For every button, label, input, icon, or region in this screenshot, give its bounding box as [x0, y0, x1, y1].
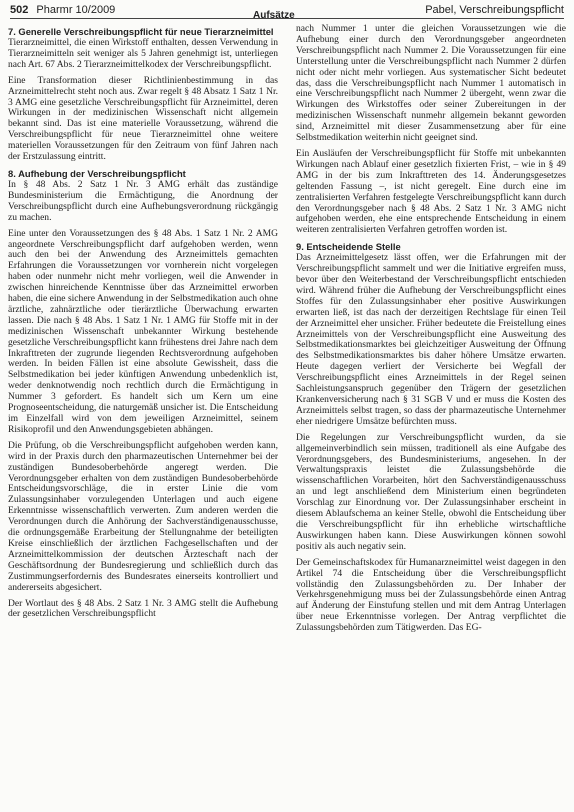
page-number: 502	[10, 4, 29, 16]
running-title: Pabel, Verschreibungspflicht	[425, 4, 564, 16]
journal-name: Pharmr 10/2009	[36, 4, 116, 16]
section-heading-9: 9. Entscheidende Stelle	[296, 241, 401, 253]
paragraph: Eine unter den Voraussetzungen des § 48 Abs. 1 Satz 1 Nr. 2 AMG angeordnete Verschreibungspflicht darf aufgehoben werden, wenn auch den bei der Anwendung des Arzneimittels gemachten Erfahrungen die Voraussetzungen vor vornherein nicht vorgelegen haben oder nunmehr nicht mehr vorliegen, weil die Anwender in zwischen hinreichende Kenntnisse über das Arzneimittel erworben haben, die eine sichere Anwendung in der Selbstmedikation auch ohne ärztliche, zahnärztliche oder tierärztliche Überwachung erwarten lassen. Die nach § 48 Abs. 1 Satz 1 Nr. 1 AMG für Stoffe mit in der medizinischen Wissenschaft unbekannter Wirkung bestehende gesetzliche Verschreibungspflicht kann frühestens drei Jahre nach dem Inkrafttreten der zugrunde liegenden Rechtsverordnung aufgehoben werden. In beiden Fällen ist eine absolute Gewissheit, dass die Selbstmedikation bei jeder künftigen Anwendung unbedenklich ist, weder denknotwendig noch rechtlich durch die Ermächtigung in Nummer 3 gefordert. Es handelt sich um Kern um eine Prognoseentscheidung, die naturgemäß unsicher ist. Die Entscheidung im Einzelfall wird von dem jeweiligen Arzneimittel, seinem Risikoprofil und den Anwendungsgebieten abhängen.	[8, 227, 278, 435]
paragraph: Tierarzneimittel, die einen Wirkstoff enthalten, dessen Verwendung in Tierarzneimitteln seit weniger als 5 Jahren genehmigt ist, unterliegen nach Art. 67 Abs. 2 Tierarzneimittelkodex der Verschreibungspflicht.	[8, 37, 278, 70]
paragraph: Ein Ausläufen der Verschreibungspflicht für Stoffe mit unbekannten Wirkungen nach Ablauf einer gesetzlich fixierten Frist, – wie in § 49 AMG in der bis zum Inkrafttreten des 14. Änderungsgesetzes geltenden Fassung –, ist nicht geregelt. Eine durch eine im zentralisierten Verfahren festgelegte Verschreibungspflicht kann durch den Verordnungsgeber nach § 48 Abs. 2 Satz 1 Nr. 3 AMG nicht aufgehoben werden, ehe eine entsprechende Entscheidung in einem weiteren zentralisierten Verfahren getroffen worden ist.	[296, 147, 566, 236]
paragraph: Der Wortlaut des § 48 Abs. 2 Satz 1 Nr. 3 AMG stellt die Aufhebung der gesetzlichen Verschreibungspflicht	[8, 597, 278, 620]
paragraph: Die Prüfung, ob die Verschreibungspflicht aufgehoben werden kann, wird in der Praxis durch den pharmazeutischen Unternehmer bei der zuständigen Bundesoberbehörde angeregt werden. Die Verordnungsgeber erhalten von dem zuständigen Bundesoberbehörde Entscheidungsvorschläge, die in erster Linie die vom Zulassungsinhaber vorzulegenden Unterlagen und auch eigene Erkenntnisse wissenschaftlich verwerten. Zum anderen werden die Verordnungen durch die Anhörung der Sachverständigenausschusse, die ordnungsgemäße Erarbeitung der Stellungnahme der beteiligten Kreise einschließlich der ärztlichen Fachgesellschaften und der Arzneimittelkommission der deutschen Ärzteschaft nach der Geschäftsordnung der Bundesregierung und schließlich durch das Zustimmungserfordernis des Bundesrates einerseits kontrolliert und andererseits abgesichert.	[8, 439, 278, 593]
section-heading-8: 8. Aufhebung der Verschreibungspflicht	[8, 167, 186, 179]
paragraph: Die Regelungen zur Verschreibungspflicht wurden, da sie allgemeinverbindlich sein müssen, traditionell als eine Aufgabe des Verordnungsgebers, des Bundesministeriums, angesehen. In der Verwaltungspraxis leistet die Zulassungsbehörde die wissenschaftlichen Vorarbeiten, hört den Sachverständigenausschuss an und legt anschließend dem Ministerium einen begründeten Vorschlag zur Einordnung vor. Der Zulassungsinhaber erscheint in diesem Ablaufschema an keiner Stelle, obwohl die Entscheidung über die Verschreibungspflicht für ihn erhebliche wirtschaftliche Auswirkungen haben kann. Diese Auswirkungen können sowohl positiv als auch negativ sein.	[296, 431, 566, 552]
paragraph: In § 48 Abs. 2 Satz 1 Nr. 3 AMG erhält das zuständige Bundesministerium die Ermächtigung, die Anordnung der Verschreibungspflicht durch eine Aufhebungsverordnung rückgängig zu machen.	[8, 178, 278, 223]
paragraph: Der Gemeinschaftskodex für Humanarzneimittel weist dagegen in den Artikel 74 die Entscheidung über die Verschreibungspflicht vollständig den Zulassungsbehörden zu. Der Inhaber der Verkehrsgenehmigung muss bei der Zulassungsbehörde einen Antrag auf Änderung der Einstufung stellen und mit dem Antrag Unterlagen über neue Erkenntnisse vorlegen. Der Antrag verpflichtet die Zulassungsbehörden zum Tätigwerden. Das EG-	[296, 556, 566, 634]
header-rule	[10, 18, 564, 19]
right-column	[296, 24, 566, 639]
section-heading-7: 7. Generelle Verschreibungspflicht für neue Tierarzneimittel	[8, 26, 274, 37]
paragraph: Eine Transformation dieser Richtlinienbestimmung in das Arzneimittelrecht steht noch aus. Zwar regelt § 48 Absatz 1 Satz 1 Nr. 3 AMG eine gesetzliche Verschreibungspflicht für Arzneimittel, deren Wirkungen in der medizinischen Wissenschaft nicht allgemein bekannt sind. Das ist eine materielle Voraussetzung, während die Verschreibungspflicht für neue Tierarzneimittel ohne weitere materiellen Voraussetzungen für den Zeitraum von fünf Jahren nach der Erstzulassung eintritt.	[8, 74, 278, 163]
left-column	[8, 24, 278, 625]
paragraph: nach Nummer 1 unter die gleichen Voraussetzungen wie die Aufhebung einer durch den Verordnungsgeber angeordneten Verschreibungspflicht nach Nummer 2. Die Voraussetzungen für eine Unterstellung unter die Verschreibungspflicht nach Nummer 2 dürfen nicht oder nicht mehr vorliegen. Aus systematischer Sicht bedeutet das, dass die Verschreibungspflicht nach Nummer 1 automatisch in eine Verschreibungspflicht nach Nummer 2 übergeht, wenn zwar die Wirkungen des Wirkstoffes oder seiner Zubereitungen in der medizinischen Wissenschaft nunmehr allgemein bekannt geworden sind, Arzneimittel mit dieser Zusammensetzung aber für eine Selbstmedikation weiterhin nicht geeignet sind.	[296, 23, 566, 144]
section-label: Aufsätze	[253, 10, 295, 21]
header-left	[10, 4, 115, 16]
paragraph: Das Arzneimittelgesetz lässt offen, wer die Erfahrungen mit der Verschreibungspflicht sammelt und wer die Initiative ergreifen muss, bevor über den Weiterbestand der Verschreibungspflicht entschieden wird. Während früher die Aufhebung der Verschreibungspflicht eines Stoffes für den Zulassungsinhaber eher positive Auswirkungen erwarten ließ, ist das nach der derzeitigen Rechtslage für einen Teil der Arzneimittel eher unsicher. Früher bedeutete die Freistellung eines Arzneimittels von der Verschreibungspflicht eine Ausweitung des Selbstmedikationsmarktes bei gleichzeitiger Ausweitung der Öffnung des Selbstmedikationsmarktes bis daher höhere Umsätze erwarten. Heute dagegen verliert der Versicherte bei Wegfall der Verschreibungspflicht eines Arzneimittels in der Regel seinen Sachleistungsanspruch gegenüber den Trägern der gesetzlichen Krankenversicherung nach § 31 SGB V und er muss die Kosten des Arzneimittels selbst tragen, so dass der pharmazeutische Unternehmer eher niedrigere Umsätze befürchten muss.	[296, 252, 566, 427]
